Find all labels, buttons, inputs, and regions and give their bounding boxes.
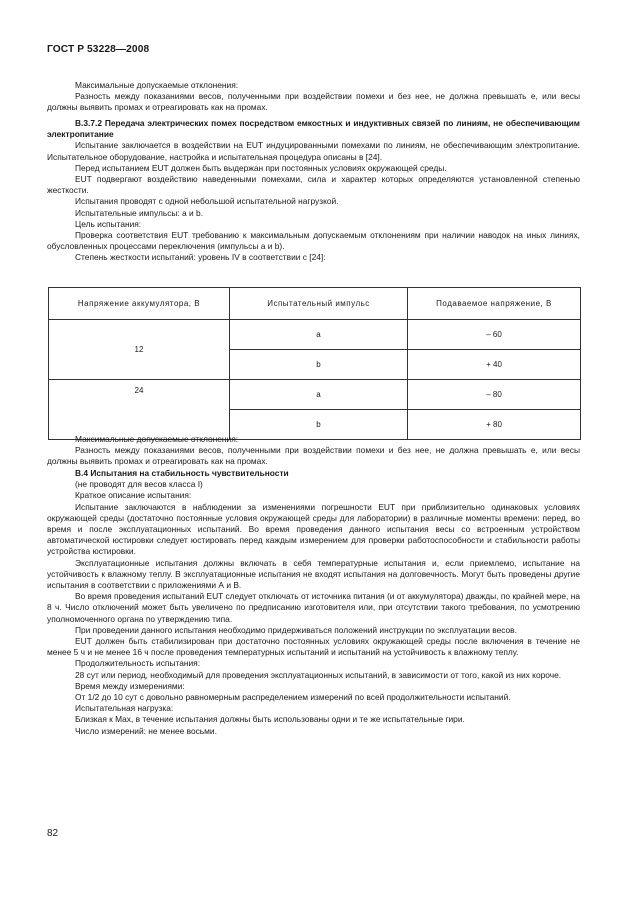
pulse-cell: a xyxy=(230,380,408,410)
paragraph: Эксплуатационные испытания должны включать в себя температурные испытания и, если приемлемо, испытание на устойчивость к влажному теплу. В эксплуатационные испытания не входят испытания на долговечность. Могут быть проведены другие испытания в соответствии с приложениями А и В. xyxy=(47,557,580,591)
paragraph: Число измерений: не менее восьми. xyxy=(75,725,217,736)
paragraph: Краткое описание испытания: xyxy=(75,490,192,501)
max-deviation-block-1 xyxy=(47,80,580,114)
paragraph: От 1/2 до 10 сут с довольно равномерным распределением измерений по всей продолжительности испытаний. xyxy=(75,692,511,703)
pulse-cell: a xyxy=(230,320,408,350)
paragraph: Испытание заключается в воздействии на EUT индуцированными помехами по линиям, не обеспечивающим электропитание. Испытательное оборудование, настройка и испытательная процедура описаны в [24]. xyxy=(47,140,580,162)
section-b372 xyxy=(47,118,580,264)
section-b4 xyxy=(47,468,580,737)
paragraph: Перед испытанием EUT должен быть выдержан при постоянных условиях окружающей среды. xyxy=(75,162,447,173)
section-heading: В.4 Испытания на стабильность чувствительности xyxy=(75,468,289,478)
paragraph: EUT должен быть стабилизирован при достаточно постоянных условиях окружающей среды после включения в течение не менее 5 ч и не менее 16 ч после проведения температурных испытаний и испытаний на устойчивость к влажному теплу. xyxy=(47,636,580,658)
page-number: 82 xyxy=(47,828,59,839)
applied-voltage-cell: + 80 xyxy=(408,410,581,440)
paragraph: 28 сут или период, необходимый для проведения эксплуатационных испытаний, в зависимости от того, какой из них короче. xyxy=(75,669,562,680)
severity-table-wrap xyxy=(48,287,581,440)
battery-voltage-cell: 12 xyxy=(49,320,230,380)
severity-table xyxy=(48,287,581,440)
paragraph: Разность между показаниями весов, полученными при воздействии помехи и без нее, не должна превышать e, или весы должны выявить промах и отреагировать как на промах. xyxy=(47,445,580,467)
paragraph: Во время проведения испытаний EUT следует отключать от источника питания (и от аккумулятора) дважды, по крайней мере, на 8 ч. Число отключений может быть увеличено по предписанию изготовителя или, при отсутствии такого требования, по усмотрению уполномоченного органа по утверждению типа. xyxy=(47,591,580,624)
max-deviation-block-2 xyxy=(47,434,580,468)
paragraph: Близкая к Max, в течение испытания должны быть использованы одни и те же испытательные гири. xyxy=(75,714,465,725)
paragraph: Степень жесткости испытаний: уровень IV в соответствии с [24]: xyxy=(75,252,326,263)
paragraph: Разность между показаниями весов, полученными при воздействии помехи и без нее, не должна превышать e, или весы должны выявить промах и отреагировать как на промах. xyxy=(47,91,580,113)
column-header: Испытательный импульс xyxy=(230,288,408,320)
column-header: Напряжение аккумулятора, В xyxy=(49,288,230,320)
paragraph: Максимальные допускаемые отклонения: xyxy=(75,80,239,90)
column-header: Подаваемое напряжение, В xyxy=(408,288,581,320)
pulse-cell: b xyxy=(230,350,408,380)
paragraph: EUT подвергают воздействию наведенными помехами, сила и характер которых определяются установленной степенью жесткости. xyxy=(47,174,580,196)
paragraph: Испытательная нагрузка: xyxy=(75,703,174,714)
paragraph: Проверка соответствия EUT требованию к максимальным допускаемым отклонениям при наличии наводок на иных линиях, обусловленных процессами переключения (импульсы a и b). xyxy=(47,230,580,252)
table-row xyxy=(49,320,581,350)
applied-voltage-cell: – 80 xyxy=(408,380,581,410)
pulse-cell: b xyxy=(230,410,408,440)
table-header-row xyxy=(49,288,581,320)
applied-voltage-cell: – 60 xyxy=(408,320,581,350)
paragraph: Продолжительность испытания: xyxy=(75,658,201,669)
section-heading: В.3.7.2 Передача электрических помех посредством емкостных и индуктивных связей по линиям, не обеспечивающим электропитание xyxy=(47,118,580,140)
applied-voltage-cell: + 40 xyxy=(408,350,581,380)
paragraph: Испытательные импульсы: a и b. xyxy=(75,207,204,218)
battery-voltage-cell: 24 xyxy=(49,380,230,440)
paragraph: Испытание заключаются в наблюдении за изменениями погрешности EUT при приблизительно одинаковых условиях окружающей среды (достаточно постоянные условия окружающей среды для лаборатории) в различные моменты времени: перед, во время и после эксплуатационных испытаний. Во время проведения данного испытания весы со встроенным устройством автоматической юстировки следует юстировать перед каждым измерением для проверки работоспособности и стабильности работы устройства юстировки. xyxy=(47,501,580,557)
paragraph: Максимальные допускаемые отклонения: xyxy=(75,434,239,444)
paragraph: При проведении данного испытания необходимо придерживаться положений инструкции по эксплуатации весов. xyxy=(75,624,517,635)
paragraph: (не проводят для весов класса I) xyxy=(75,479,203,490)
paragraph: Время между измерениями: xyxy=(75,680,185,691)
paragraph: Испытания проводят с одной небольшой испытательной нагрузкой. xyxy=(75,196,339,207)
paragraph: Цель испытания: xyxy=(75,218,142,229)
standard-header: ГОСТ Р 53228—2008 xyxy=(47,44,150,55)
table-row xyxy=(49,380,581,410)
